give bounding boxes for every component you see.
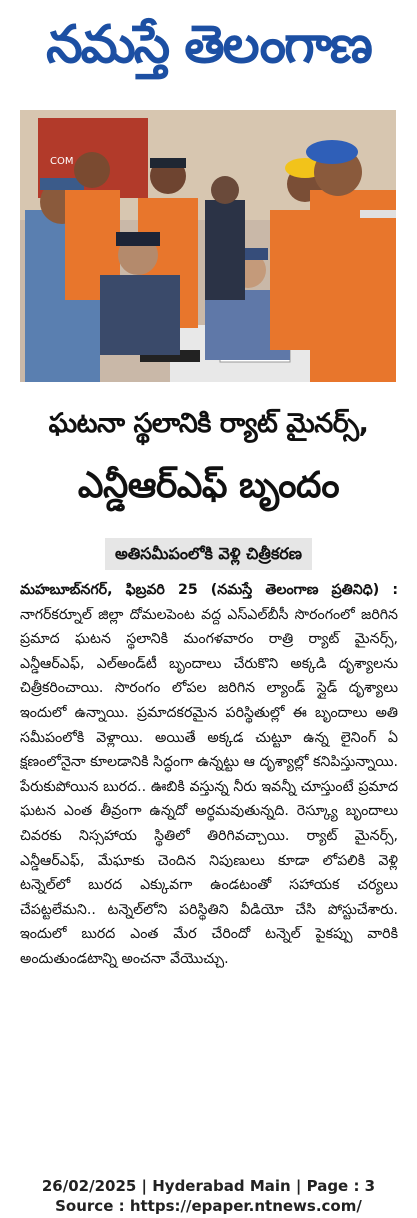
subheadline-container xyxy=(12,538,405,572)
article-dateline: మహబూబ్‌నగర్, ఫిబ్రవరి 25 (నమస్తే తెలంగాణ ప్రతినిధి) : xyxy=(20,582,398,598)
newspaper-masthead: నమస్తే తెలంగాణ xyxy=(46,15,371,75)
headline-line-2: ఎన్డీఆర్ఎఫ్ బృందం xyxy=(77,465,340,506)
footer-edition-info: 26/02/2025 | Hyderabad Main | Page : 3 xyxy=(41,1177,376,1195)
banner-text: COM xyxy=(50,156,74,167)
news-photo xyxy=(20,110,396,382)
subheadline: అతిసమీపంలోకి వెళ్లి చిత్రీకరణ xyxy=(105,538,312,570)
footer-source: Source : https://epaper.ntnews.com/ xyxy=(55,1197,362,1215)
news-photo-illustration xyxy=(20,110,396,382)
article-text: నాగర్‌కర్నూల్ జిల్లా దోమలపెంట వద్ద ఎస్‌ఎల్‌బీసీ సొరంగంలో జరిగిన ప్రమాద ఘటన స్థలానికి మంగళవారం రాత్రి ర్యాట్ మైనర్స్, ఎన్డీఆర్‌ఎఫ్, ఎల్‌అండ్‌టీ బృందాలు చేరుకొని అక్కడి దృశ్యాలను చిత్రీకరించాయి. సొరంగం లోపల జరిగిన ల్యాండ్ స్లైడ్ దృశ్యాలు ఇందులో ఉన్నాయి. ప్రమాదకరమైన పరిస్థితుల్లో ఈ బృందాలు అతి సమీపంలోకి వెళ్లాయి. అయితే అక్కడ చుట్టూ ఉన్న లైనింగ్ ఏ క్షణంలోనైనా కూలడానికి సిద్ధంగా ఉన్నట్టు ఆ దృశ్యాల్లో కనిపిస్తున్నాయి. పేరుకుపోయిన బురద.. ఊబికి వస్తున్న నీరు ఇవన్నీ చూస్తుంటే ప్రమాద ఘటన ఎంత తీవ్రంగా ఉన్నదో అర్థమవుతున్నది. రెస్క్యూ బృందాలు చివరకు నిస్సహాయ స్థితిలో తిరిగివచ్చాయి. ర్యాట్ మైనర్స్, ఎన్డీఆర్‌ఎఫ్, మేఘాకు చెందిన నిపుణులు కూడా లోపలికి వెళ్లి టన్నెల్‌లో బురద ఎక్కువగా ఉండటంతో సహాయక చర్యలు చేపట్టలేమని.. టన్నెల్‌లోని పరిస్థితిని వీడియో చేసి పోస్టుచేశారు. ఇందులో బురద ఎంత మేర చేరిందో టన్నెల్ పైకప్పు వారికి అందుతుండటాన్ని అంచనా వేయొచ్చు. xyxy=(20,606,398,967)
headline-line-1: ఘటనా స్థలానికి ర్యాట్ మైనర్స్, xyxy=(48,408,369,439)
article-body xyxy=(20,578,398,1168)
